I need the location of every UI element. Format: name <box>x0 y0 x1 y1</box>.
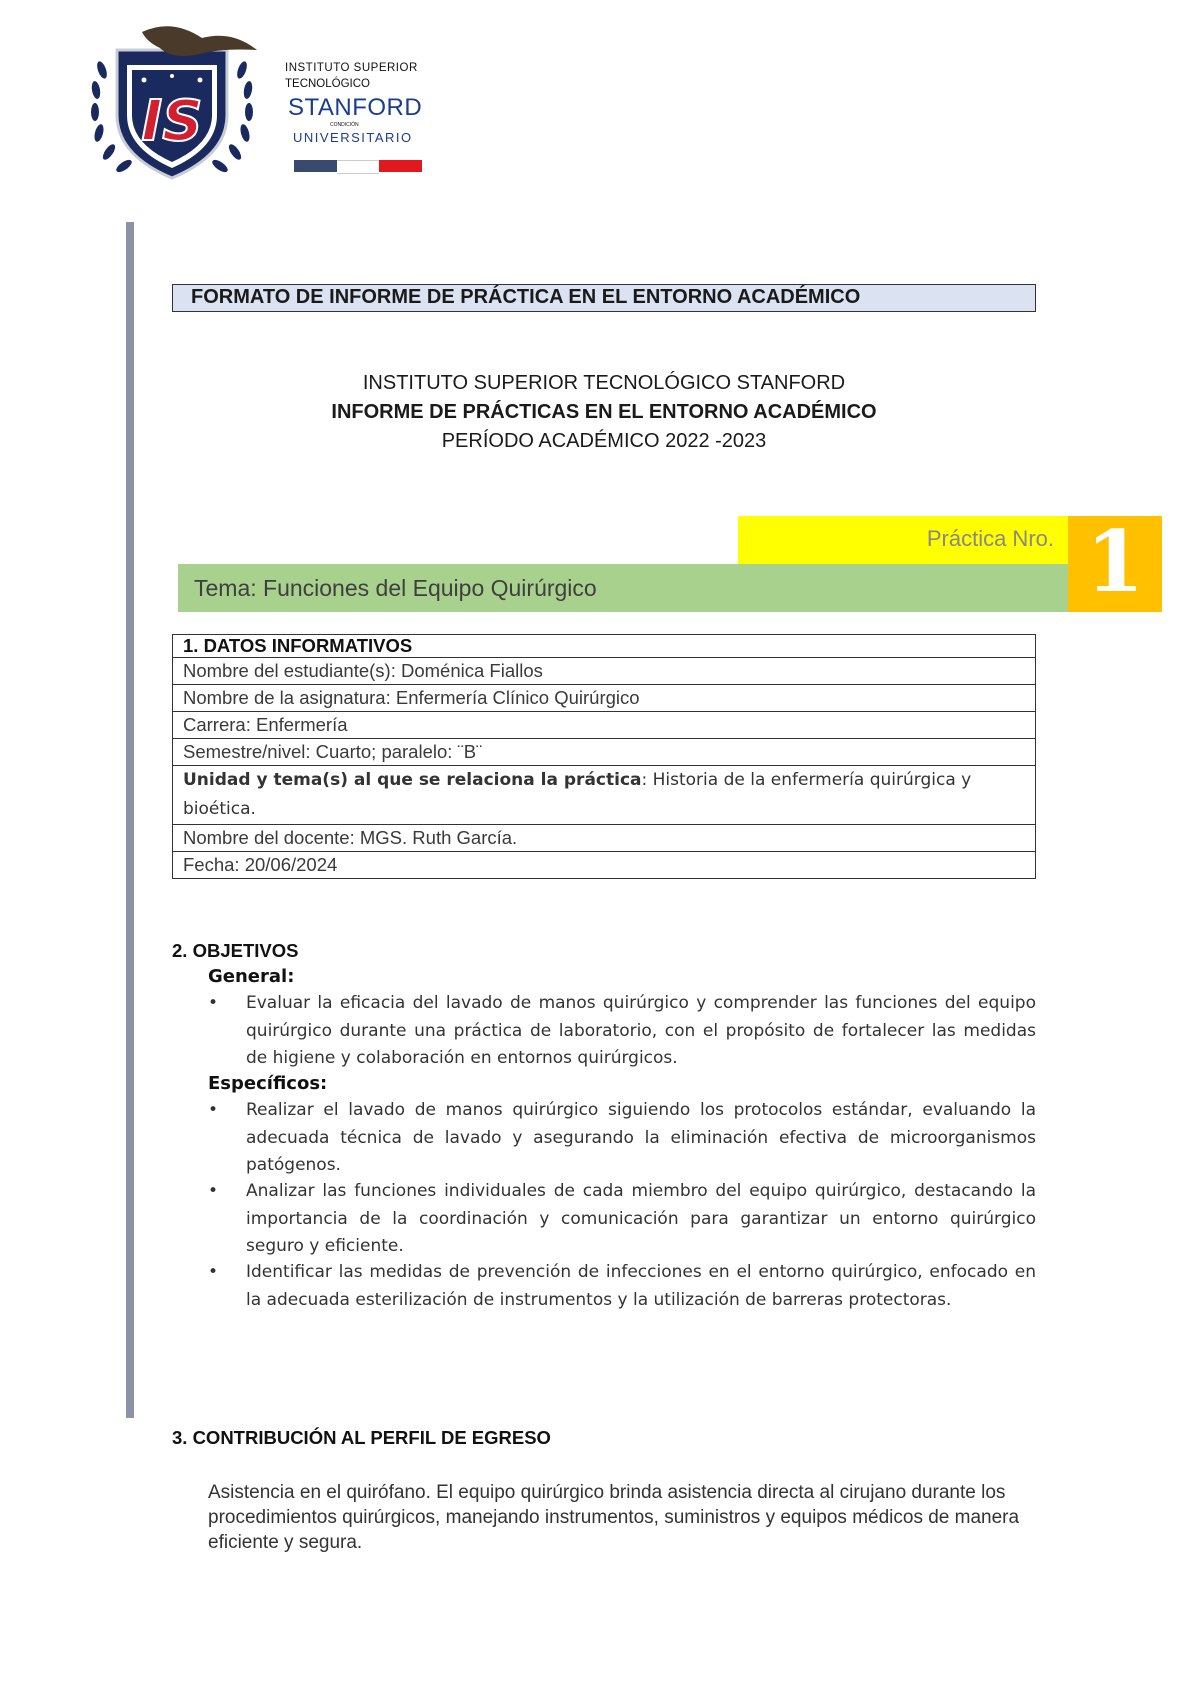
career: Carrera: Enfermería <box>173 712 1036 739</box>
practice-label: Práctica Nro. <box>926 526 1054 551</box>
logo-line-3: STANFORD <box>288 94 423 121</box>
subject-name: Nombre de la asignatura: Enfermería Clínico Quirúrgico <box>173 685 1036 712</box>
student-name: Nombre del estudiante(s): Doménica Fiallos <box>173 658 1036 685</box>
format-title: FORMATO DE INFORME DE PRÁCTICA EN EL ENTORNO ACADÉMICO <box>172 284 1036 312</box>
teacher-name: Nombre del docente: MGS. Ruth García. <box>173 825 1036 852</box>
practice-topic: Tema: Funciones del Equipo Quirúrgico <box>194 575 597 601</box>
specific-objective-text: Identificar las medidas de prevención de infecciones en el entorno quirúrgico, enfocado en la adecuada esterilización de instrumentos y la utilización de barreras protectoras. <box>246 1262 1036 1310</box>
objectives-heading: 2. OBJETIVOS <box>172 940 299 961</box>
specific-objective <box>208 1178 1036 1261</box>
info-table <box>172 634 1036 879</box>
bullet-icon: • <box>208 1100 219 1120</box>
svg-text:IS: IS <box>141 89 203 154</box>
logo-line-1: INSTITUTO SUPERIOR <box>285 62 418 74</box>
semester: Semestre/nivel: Cuarto; paralelo: ¨B¨ <box>173 739 1036 766</box>
contribution-text: Asistencia en el quirófano. El equipo quirúrgico brinda asistencia directa al cirujano durante los procedimientos quirúrgicos, manejando instrumentos, suministros y equipos médicos de manera eficiente y segura. <box>208 1482 1020 1553</box>
specific-objective-text: Analizar las funciones individuales de cada miembro del equipo quirúrgico, destacando la importancia de la coordinación y comunicación para garantizar un entorno quirúrgico seguro y eficiente. <box>246 1181 1036 1256</box>
logo-flag-stripe <box>294 160 422 172</box>
institute-logo <box>82 20 262 185</box>
unit-topic-label: Unidad y tema(s) al que se relaciona la práctica <box>183 770 642 790</box>
specific-objective <box>208 1097 1036 1180</box>
practice-number: 1 <box>1085 512 1145 611</box>
contribution-heading: 3. CONTRIBUCIÓN AL PERFIL DE EGRESO <box>172 1427 551 1448</box>
bullet-icon: • <box>208 1181 219 1201</box>
logo-line-2: TECNOLÓGICO <box>285 78 370 90</box>
unit-topic-value: : Historia de la enfermería quirúrgica y bioética. <box>183 770 972 819</box>
academic-period: PERÍODO ACADÉMICO 2022 -2023 <box>441 430 767 452</box>
bullet-icon: • <box>208 1262 219 1282</box>
logo-line-5: UNIVERSITARIO <box>293 130 413 145</box>
specific-objective <box>208 1259 1036 1314</box>
bullet-icon: • <box>208 993 219 1013</box>
general-objective <box>208 990 1036 1073</box>
info-heading: 1. DATOS INFORMATIVOS <box>173 635 1036 658</box>
report-title: INFORME DE PRÁCTICAS EN EL ENTORNO ACADÉMICO <box>331 401 877 423</box>
general-label: General: <box>208 966 295 987</box>
specific-label: Específicos: <box>208 1073 328 1094</box>
specific-objective-text: Realizar el lavado de manos quirúrgico siguiendo los protocolos estándar, evaluando la adecuada técnica de lavado y asegurando la eliminación efectiva de microorganismos patógenos. <box>246 1100 1036 1175</box>
report-date: Fecha: 20/06/2024 <box>173 852 1036 879</box>
unit-topic <box>173 766 1036 825</box>
general-objective-text: Evaluar la eficacia del lavado de manos quirúrgico y comprender las funciones del equipo quirúrgico durante una práctica de laboratorio, con el propósito de fortalecer las medidas de higiene y colaboración en entornos quirúrgicos. <box>246 993 1036 1068</box>
logo-line-4: CONDICIÓN <box>330 122 359 128</box>
institution-name: INSTITUTO SUPERIOR TECNOLÓGICO STANFORD <box>362 372 846 394</box>
left-margin-bar <box>126 222 134 1418</box>
